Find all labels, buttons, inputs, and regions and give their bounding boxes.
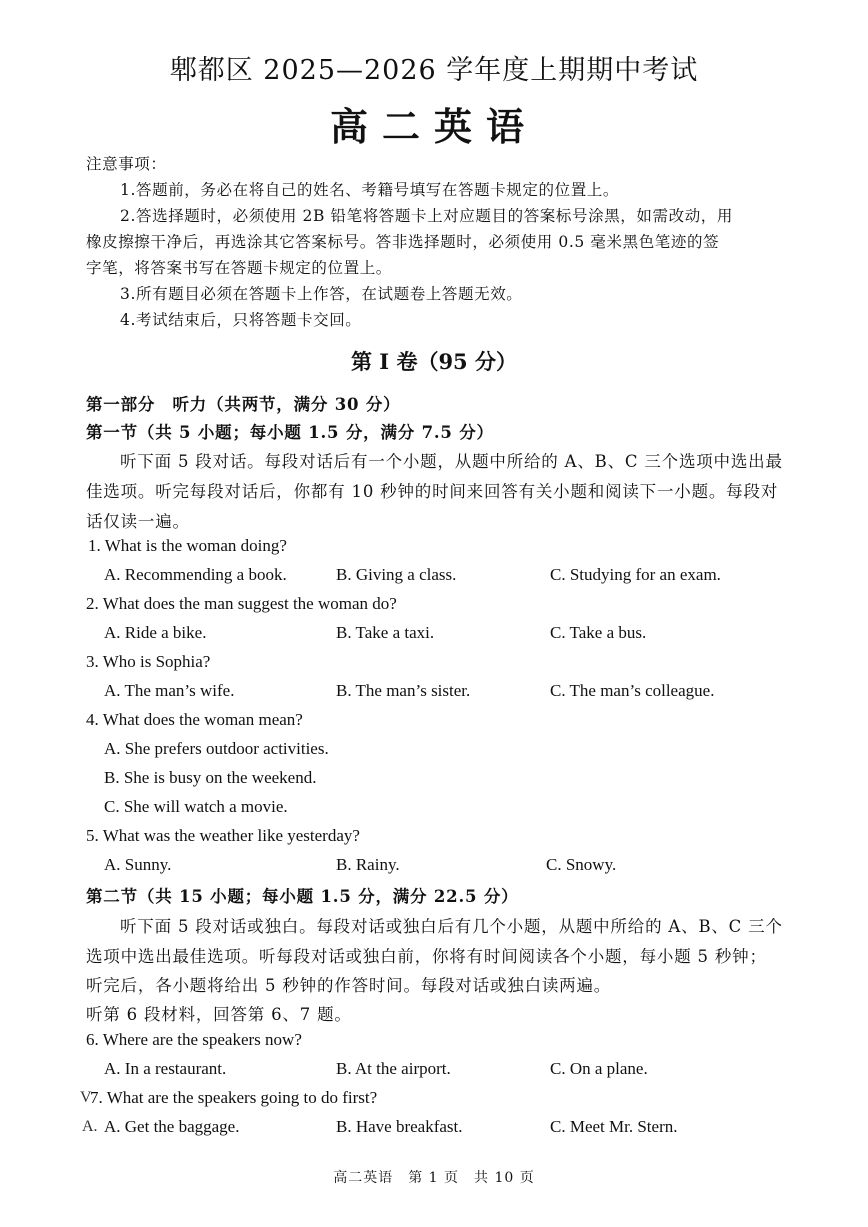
section1-heading: 第一节（共 5 小题；每小题 1.5 分，满分 7.5 分） — [86, 423, 494, 442]
notice-item-3: 3.所有题目必须在答题卡上作答，在试题卷上答题无效。 — [120, 285, 523, 303]
section1-instruction-line-2: 佳选项。听完每段对话后，你都有 10 秒钟的时间来回答有关小题和阅读下一小题。每段对 — [86, 482, 779, 501]
question-6-option-a: A. In a restaurant. — [104, 1059, 227, 1078]
question-6-option-b: B. At the airport. — [336, 1059, 451, 1078]
handwritten-checkmark: V — [80, 1089, 92, 1106]
question-2-option-a: A. Ride a bike. — [104, 623, 207, 642]
question-1-option-c: C. Studying for an exam. — [550, 565, 721, 584]
question-4-stem: 4. What does the woman mean? — [86, 710, 303, 729]
question-1-stem: 1. What is the woman doing? — [88, 536, 287, 555]
question-5-option-a: A. Sunny. — [104, 855, 172, 874]
question-3-option-c: C. The man’s colleague. — [550, 681, 715, 700]
section2-instruction-line-3: 听完后，各小题将给出 5 秒钟的作答时间。每段对话或独白读两遍。 — [86, 976, 612, 995]
question-6-stem: 6. Where are the speakers now? — [86, 1030, 302, 1049]
notice-item-2-line-2: 橡皮擦擦干净后，再选涂其它答案标号。答非选择题时，必须使用 0.5 毫米黑色笔迹的签 — [86, 233, 720, 251]
subject-title: 高二英语 — [329, 104, 538, 149]
question-4-option-a: A. She prefers outdoor activities. — [104, 739, 329, 758]
notice-item-4: 4.考试结束后，只将答题卡交回。 — [120, 311, 362, 329]
question-7-option-c: C. Meet Mr. Stern. — [550, 1117, 678, 1136]
question-1-option-b: B. Giving a class. — [336, 565, 457, 584]
handwritten-answer: A. — [82, 1118, 98, 1135]
page-footer: 高二英语 第 1 页 共 10 页 — [333, 1170, 535, 1186]
notice-item-2-line-3: 字笔，将答案书写在答题卡规定的位置上。 — [86, 259, 392, 277]
question-2-option-b: B. Take a taxi. — [336, 623, 435, 642]
question-3-option-b: B. The man’s sister. — [336, 681, 471, 700]
section2-instruction-line-2: 选项中选出最佳选项。听每段对话或独白前，你将有时间阅读各个小题，每小题 5 秒钟； — [86, 947, 767, 966]
section2-heading: 第二节（共 15 小题；每小题 1.5 分，满分 22.5 分） — [86, 887, 519, 906]
question-3-option-a: A. The man’s wife. — [104, 681, 235, 700]
notice-item-1: 1.答题前，务必在将自己的姓名、考籍号填写在答题卡规定的位置上。 — [120, 181, 619, 199]
question-2-option-c: C. Take a bus. — [550, 623, 647, 642]
question-3-stem: 3. Who is Sophia? — [86, 652, 211, 671]
question-6-option-c: C. On a plane. — [550, 1059, 648, 1078]
question-4-option-b: B. She is busy on the weekend. — [104, 768, 317, 787]
question-1-option-a: A. Recommending a book. — [104, 565, 287, 584]
volume-title: 第 I 卷（95 分） — [351, 349, 517, 374]
section1-instruction-line-1: 听下面 5 段对话。每段对话后有一个小题，从题中所给的 A、B、C 三个选项中选出最 — [120, 452, 783, 471]
question-5-option-c: C. Snowy. — [546, 855, 617, 874]
material-6-instruction: 听第 6 段材料，回答第 6、7 题。 — [86, 1005, 352, 1024]
question-7-option-b: B. Have breakfast. — [336, 1117, 463, 1136]
notice-item-2-line-1: 2.答选择题时，必须使用 2B 铅笔将答题卡上对应题目的答案标号涂黑，如需改动，用 — [120, 207, 733, 225]
question-5-option-b: B. Rainy. — [336, 855, 400, 874]
section2-instruction-line-1: 听下面 5 段对话或独白。每段对话或独白后有几个小题，从题中所给的 A、B、C 三个 — [120, 917, 783, 936]
section1-instruction-line-3: 话仅读一遍。 — [86, 512, 190, 531]
question-2-stem: 2. What does the man suggest the woman do? — [86, 594, 397, 613]
question-7-option-a: A. Get the baggage. — [104, 1117, 240, 1136]
question-5-stem: 5. What was the weather like yesterday? — [86, 826, 360, 845]
notice-heading: 注意事项： — [86, 155, 167, 173]
question-7-stem: 7. What are the speakers going to do first? — [90, 1088, 378, 1107]
part1-heading: 第一部分 听力（共两节，满分 30 分） — [86, 395, 401, 414]
question-4-option-c: C. She will watch a movie. — [104, 797, 288, 816]
exam-title: 郫都区 2025—2026 学年度上期期中考试 — [169, 55, 699, 86]
